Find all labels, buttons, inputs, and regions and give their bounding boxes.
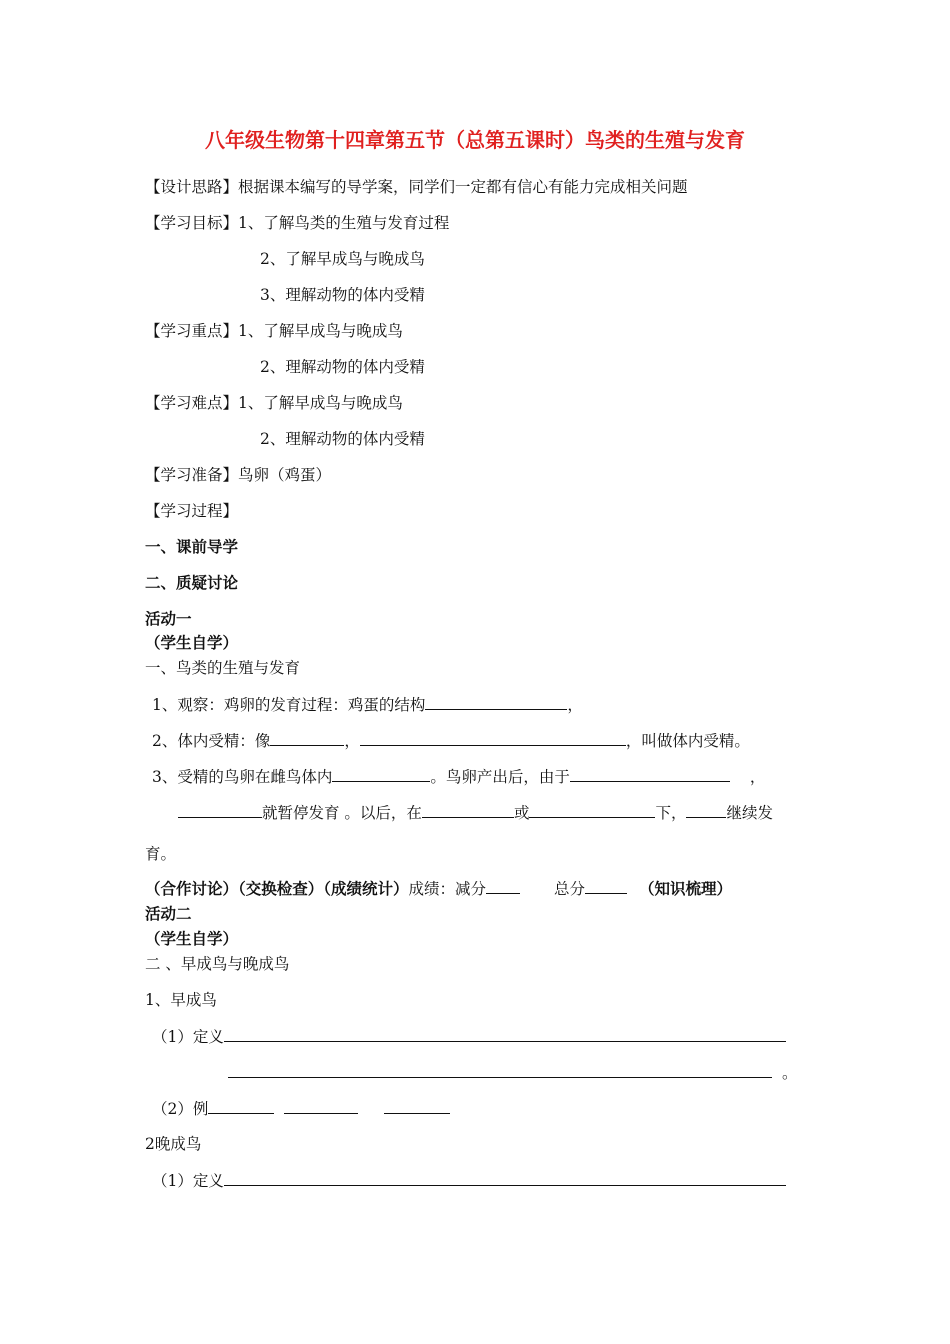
punctuation: ， [749,768,766,786]
question-text: 。鸟卵产出后，由于 [430,768,570,786]
late-definition [152,1170,786,1191]
early-examples [152,1098,450,1119]
learning-process: 【学习过程】 [145,502,239,520]
difficult-label: 【学习难点】 [145,394,239,412]
question-3-end: 育。 [145,845,177,863]
definition-label: （1）定义 [152,1028,224,1046]
answer-blank[interactable] [529,802,655,818]
question-text: 继续发 [726,804,773,822]
key-item: 2、理解动物的体内受精 [260,358,425,376]
answer-blank[interactable] [178,802,262,818]
answer-blank[interactable] [224,1170,786,1186]
design-idea: 【设计思路】根据课本编写的导学案，同学们一定都有信心有能力完成相关问题 [145,178,688,196]
activity-title: 活动一 [145,610,192,628]
subsection-heading: 二 、早成鸟与晚成鸟 [145,955,290,973]
goal-item: 2、了解早成鸟与晚成鸟 [260,250,425,268]
early-definition [152,1026,786,1047]
answer-blank[interactable] [284,1098,358,1114]
question-text: 就暂停发育 。以后，在 [262,804,422,822]
key-item: 1、了解早成鸟与晚成鸟 [238,322,403,340]
question-3-continued [178,802,773,823]
question-text: 或 [513,804,530,822]
goal-item: 3、理解动物的体内受精 [260,286,425,304]
answer-blank[interactable] [425,694,567,710]
activity-title: 活动二 [145,905,192,923]
answer-blank[interactable] [224,1026,786,1042]
section-heading: 二、质疑讨论 [145,574,239,592]
knowledge-review: （知识梳理） [639,880,733,898]
answer-blank[interactable] [270,730,344,746]
key-label: 【学习重点】 [145,322,239,340]
answer-blank[interactable] [570,766,730,782]
document-title: 八年级生物第十四章第五节（总第五课时）鸟类的生殖与发育 [205,128,745,152]
punctuation: 。 [782,1064,798,1082]
learning-prep: 【学习准备】鸟卵（鸡蛋） [145,466,332,484]
goals-label: 【学习目标】 [145,214,239,232]
question-text: 2、体内受精：像 [152,732,271,750]
score-label: 成绩：减分 [408,880,487,898]
difficult-points [145,393,403,413]
answer-blank[interactable] [360,730,626,746]
question-text: ，叫做体内受精。 [625,732,750,750]
section-heading: 一、课前导学 [145,538,239,556]
total-blank[interactable] [585,878,627,894]
punctuation: ， [344,732,360,750]
punctuation: ， [567,696,583,714]
answer-blank[interactable] [208,1098,274,1114]
subsection-heading: 一、鸟类的生殖与发育 [145,659,301,677]
answer-blank[interactable] [332,766,430,782]
self-study-label: （学生自学） [145,930,239,948]
self-study-label: （学生自学） [145,634,239,652]
answer-blank[interactable] [422,802,514,818]
question-text: 3、受精的鸟卵在雌鸟体内 [152,768,333,786]
learning-goals [145,213,449,233]
answer-blank[interactable] [686,802,726,818]
goal-item: 1、了解鸟类的生殖与发育过程 [238,214,450,232]
definition-label: （1）定义 [152,1172,224,1190]
late-bird-heading: 2晚成鸟 [145,1135,202,1153]
question-text: 下， [655,804,687,822]
difficult-item: 2、理解动物的体内受精 [260,430,425,448]
answer-blank[interactable] [384,1098,450,1114]
question-3 [152,766,765,787]
key-points [145,321,403,341]
difficult-item: 1、了解早成鸟与晚成鸟 [238,394,403,412]
early-bird-heading: 1、早成鸟 [145,991,217,1009]
early-definition-continued [228,1062,798,1083]
example-label: （2）例 [152,1100,209,1118]
scoring-line [145,878,732,899]
question-1 [152,694,583,715]
total-label: 总分 [554,880,586,898]
question-text: 1、观察：鸡卵的发育过程：鸡蛋的结构 [152,696,426,714]
answer-blank[interactable] [228,1062,772,1078]
question-2 [152,730,750,751]
score-blank[interactable] [486,878,520,894]
scoring-steps: （合作讨论）（交换检查）（成绩统计） [145,880,409,898]
